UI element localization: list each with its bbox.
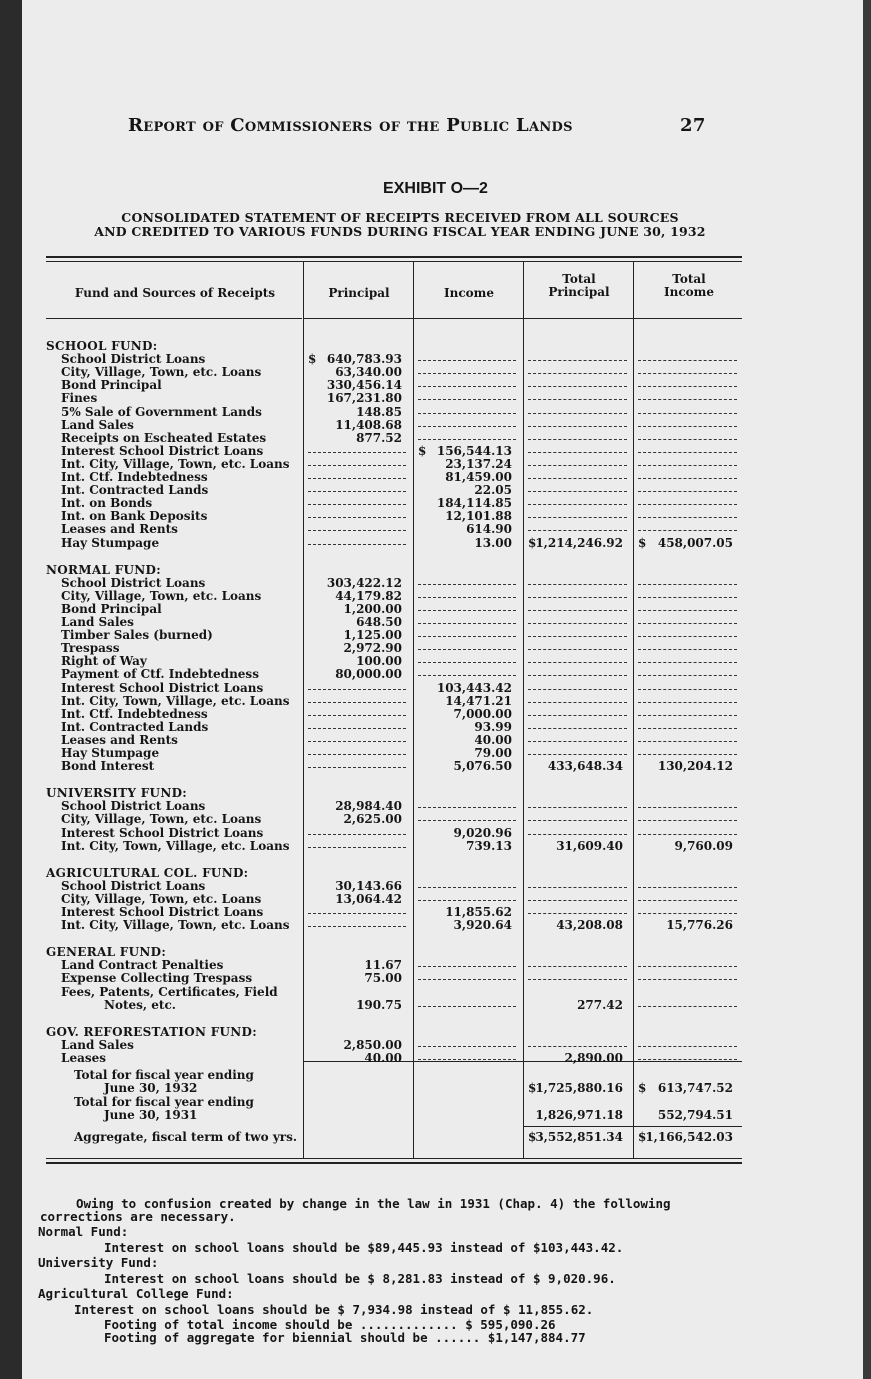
row-label: Int. City, Village, Town, etc. Loans [61, 918, 290, 933]
cell-value: 433,648.34 [547, 759, 623, 774]
note-line: Normal Fund: [38, 1224, 129, 1239]
cell-value: 614.90 [466, 522, 512, 537]
row-label: Hay Stumpage [61, 535, 160, 550]
subtitle-line: CONSOLIDATED STATEMENT OF RECEIPTS RECEIVED FROM ALL SOURCES [121, 210, 679, 225]
row-label: Land Sales [61, 615, 134, 629]
cell-value: 5,076.50 [453, 759, 512, 774]
dollar-sign: $ [308, 352, 317, 367]
cell-value: 9,020.96 [453, 825, 512, 840]
totals-label: Aggregate, fiscal term of two yrs. [74, 1130, 298, 1144]
note-line: University Fund: [38, 1255, 159, 1270]
cell-value: 1,826,971.18 [535, 1108, 623, 1122]
totals-cell-ti [636, 1109, 739, 1122]
cell-value: 13.00 [474, 535, 512, 550]
row-label: Int. Contracted Lands [61, 719, 209, 734]
cell-value: 7,000.00 [453, 706, 512, 721]
cell-value: 3,552,851.34 [535, 1130, 623, 1144]
cell-value: 30,143.66 [335, 878, 402, 893]
dollar-sign: $ [638, 1130, 647, 1144]
note-line: Footing of aggregate for biennial should be ...... $1,147,884.77 [104, 1330, 586, 1345]
row-label: Int. on Bonds [61, 496, 153, 511]
cell-value: 63,340.00 [335, 365, 402, 380]
cell-value: 12,101.88 [445, 509, 512, 524]
row-label: Receipts on Escheated Estates [61, 430, 267, 445]
totals-label: Total for fiscal year ending [74, 1095, 254, 1109]
cell-value: 3,920.64 [453, 918, 512, 933]
cell-value: 458,007.05 [657, 535, 733, 550]
totals-row [0, 1082, 871, 1095]
cell-value: 877.52 [356, 430, 402, 445]
row-label: Interest School District Loans [61, 905, 264, 919]
row-label: City, Village, Town, etc. Loans [61, 891, 262, 906]
row-label: Payment of Ctf. Indebtedness [61, 667, 259, 682]
cell-value: 156,544.13 [436, 443, 512, 458]
totals-cell-tp [526, 1082, 629, 1095]
dollar-sign: $ [528, 1081, 537, 1095]
header-title: Report of Commissioners of the Public Lands [128, 115, 573, 136]
cell-value: 613,747.52 [657, 1081, 733, 1095]
header-line: Income [664, 285, 714, 299]
row-label: GENERAL FUND: [46, 945, 167, 960]
row-label: Interest School District Loans [61, 443, 264, 458]
row-label: Timber Sales (burned) [61, 628, 213, 643]
dollar-sign: $ [528, 535, 537, 550]
cell-value: 28,984.40 [335, 799, 402, 814]
totals-cell-tp [526, 1109, 629, 1122]
cell-value: 14,471.21 [445, 693, 512, 708]
cell-value: 9,760.09 [674, 838, 733, 853]
row-label: Trespass [61, 641, 120, 656]
cell-value: 1,125.00 [343, 628, 402, 643]
cell-value: 739.13 [466, 838, 512, 853]
totals-cell-ti [636, 1082, 739, 1095]
totals-label: June 30, 1932 [104, 1081, 198, 1095]
note-line: Interest on school loans should be $ 8,281.83 instead of $ 9,020.96. [104, 1271, 616, 1286]
row-label: NORMAL FUND: [46, 562, 161, 577]
cell-value: 103,443.42 [436, 680, 512, 695]
row-label: UNIVERSITY FUND: [46, 786, 188, 801]
header-line: Total [562, 272, 596, 286]
row-label: GOV. REFORESTATION FUND: [46, 1024, 257, 1039]
note-line: Interest on school loans should be $89,445.93 instead of $103,443.42. [104, 1240, 624, 1255]
cell-value: 640,783.93 [326, 352, 402, 367]
cell-value: 23,137.24 [445, 456, 512, 471]
note-line: Interest on school loans should be $ 7,934.98 instead of $ 11,855.62. [74, 1302, 594, 1317]
cell-value: 100.00 [356, 654, 402, 669]
totals-cell-ti [636, 1131, 739, 1144]
column-header-fund: Fund and Sources of Receipts [74, 286, 276, 300]
cell-value: 11,855.62 [445, 905, 512, 919]
cell-value: 2,890.00 [564, 1050, 623, 1065]
note-line: Agricultural College Fund: [38, 1286, 234, 1301]
cell-value: 43,208.08 [556, 918, 623, 933]
cell-value: 648.50 [356, 615, 402, 629]
note-line: Footing of total income should be ............. $ 595,090.26 [104, 1317, 556, 1332]
cell-value: 2,625.00 [343, 812, 402, 827]
totals-label: Total for fiscal year ending [74, 1068, 254, 1082]
cell-value: 167,231.80 [326, 391, 402, 406]
row-label: 5% Sale of Government Lands [61, 404, 262, 419]
cell-value: 93.99 [474, 719, 512, 734]
column-header-income: Income [444, 286, 494, 300]
row-label: Bond Principal [61, 378, 162, 393]
cell-value: 80,000.00 [335, 667, 402, 682]
cell-value: 40.00 [364, 1050, 402, 1065]
row-label: School District Loans [61, 352, 206, 367]
row-label: Leases and Rents [61, 732, 178, 747]
note-line: Owing to confusion created by change in the law in 1931 (Chap. 4) the following [76, 1196, 671, 1211]
row-label: Land Sales [61, 1037, 134, 1052]
cell-value: 2,972.90 [343, 641, 402, 656]
row-label: Fees, Patents, Certificates, Field [61, 984, 278, 999]
totals-label: June 30, 1931 [104, 1108, 198, 1122]
header-line: Principal [548, 285, 610, 299]
row-label: Bond Principal [61, 601, 162, 616]
cell-value: 552,794.51 [657, 1108, 733, 1122]
note-line: corrections are necessary. [40, 1209, 236, 1224]
cell-value: 277.42 [577, 997, 623, 1012]
cell-value: 79.00 [474, 746, 512, 760]
exhibit-title: EXHIBIT O—2 [383, 180, 488, 197]
row-label: School District Loans [61, 799, 206, 814]
totals-row [0, 1131, 871, 1144]
dollar-sign: $ [638, 1081, 647, 1095]
row-label: Land Sales [61, 417, 134, 432]
row-label: Interest School District Loans [61, 825, 264, 840]
cell-value: 330,456.14 [326, 378, 402, 393]
cell-value: 22.05 [474, 483, 512, 498]
dollar-sign: $ [528, 1130, 537, 1144]
cell-value: 11,408.68 [335, 417, 402, 432]
cell-value: 1,166,542.03 [645, 1130, 733, 1144]
cell-value: 31,609.40 [556, 838, 623, 853]
cell-value: 13,064.42 [335, 891, 402, 906]
row-label: School District Loans [61, 575, 206, 590]
row-label: Int. Contracted Lands [61, 483, 209, 498]
cell-value: 184,114.85 [436, 496, 512, 511]
cell-value: 2,850.00 [343, 1037, 402, 1052]
row-label: SCHOOL FUND: [46, 339, 158, 353]
row-label: Expense Collecting Trespass [61, 971, 253, 986]
row-label: Leases and Rents [61, 522, 178, 537]
row-label: City, Village, Town, etc. Loans [61, 365, 262, 380]
cell-value: 75.00 [364, 971, 402, 986]
totals-cell-tp [526, 1131, 629, 1144]
dollar-sign: $ [638, 535, 647, 550]
totals-row [0, 1109, 871, 1122]
cell-value: 81,459.00 [445, 470, 512, 484]
dollar-sign: $ [418, 443, 427, 458]
cell-value: 1,725,880.16 [535, 1081, 623, 1095]
row-label: City, Village, Town, etc. Loans [61, 812, 262, 827]
cell-value: 148.85 [356, 404, 402, 419]
row-label: Leases [61, 1050, 106, 1065]
header-line: Total [672, 272, 706, 286]
row-label: Int. City, Town, Village, etc. Loans [61, 838, 290, 853]
row-label: Int. Ctf. Indebtedness [61, 470, 208, 484]
subtitle-line: AND CREDITED TO VARIOUS FUNDS DURING FISCAL YEAR ENDING JUNE 30, 1932 [94, 224, 706, 239]
row-label: Notes, etc. [104, 997, 176, 1012]
cell-value: 1,200.00 [343, 601, 402, 616]
cell-value: 11.67 [364, 958, 402, 973]
cell-value: 44,179.82 [335, 588, 402, 603]
row-label: Interest School District Loans [61, 680, 264, 695]
row-label: Int. City, Town, Village, etc. Loans [61, 693, 290, 708]
row-label: School District Loans [61, 878, 206, 893]
row-label: Int. City, Village, Town, etc. Loans [61, 456, 290, 471]
cell-value: 190.75 [356, 997, 402, 1012]
cell-value: 40.00 [474, 732, 512, 747]
row-label: City, Village, Town, etc. Loans [61, 588, 262, 603]
cell-value: 130,204.12 [657, 759, 733, 774]
cell-value: 1,214,246.92 [535, 535, 623, 550]
row-label: Int. Ctf. Indebtedness [61, 706, 208, 721]
row-label: Fines [61, 391, 98, 406]
row-label: Int. on Bank Deposits [61, 509, 208, 524]
cell-value: 15,776.26 [666, 918, 733, 933]
row-label: AGRICULTURAL COL. FUND: [46, 865, 249, 880]
row-label: Hay Stumpage [61, 746, 160, 760]
page-number: 27 [680, 115, 706, 136]
row-label: Land Contract Penalties [61, 958, 224, 973]
row-label: Right of Way [61, 654, 147, 669]
column-header-principal: Principal [328, 286, 390, 300]
row-label: Bond Interest [61, 759, 155, 774]
cell-value: 303,422.12 [326, 575, 402, 590]
